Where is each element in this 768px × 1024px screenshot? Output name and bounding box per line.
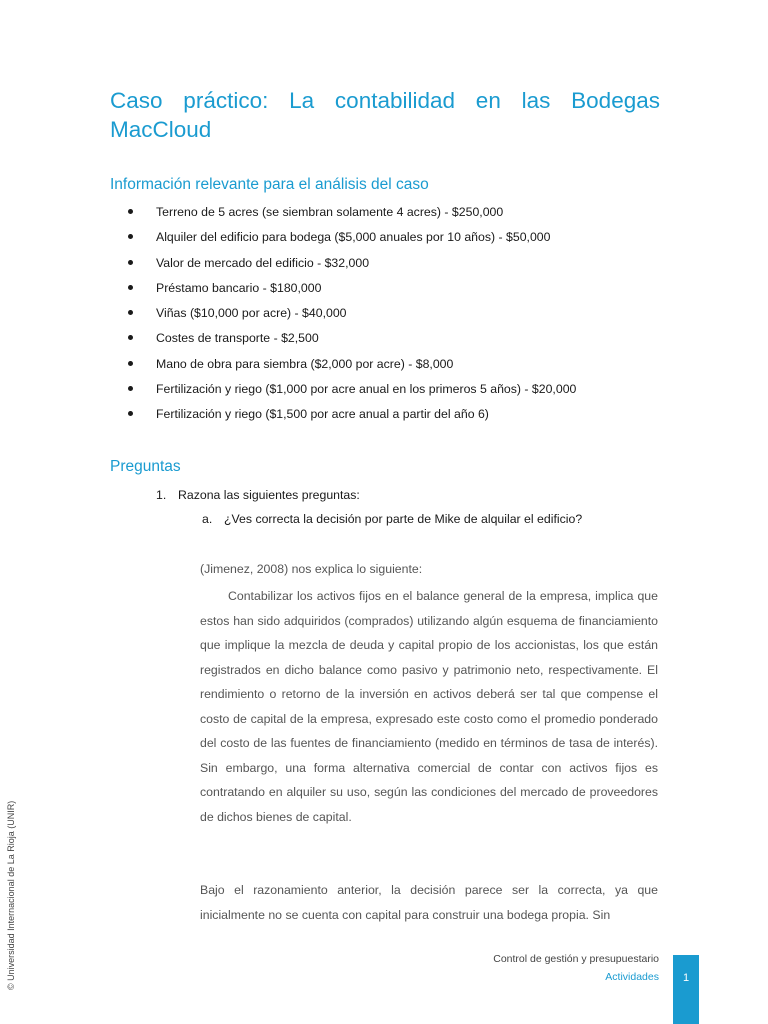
question-number: 1.: [156, 488, 167, 502]
bullet-item: Costes de transporte - $2,500: [128, 328, 576, 353]
bullet-icon: [128, 285, 133, 290]
question-letter: a.: [202, 512, 213, 526]
info-bullet-list: [128, 202, 576, 430]
document-title: Caso práctico: La contabilidad en las Bodegas MacCloud: [110, 88, 660, 142]
info-section-heading: Información relevante para el análisis del caso: [110, 176, 429, 193]
bullet-icon: [128, 411, 133, 416]
bullet-icon: [128, 386, 133, 391]
question-1a: [202, 510, 582, 528]
bullet-icon: [128, 209, 133, 214]
bullet-item: Fertilización y riego ($1,000 por acre anual en los primeros 5 años) - $20,000: [128, 379, 576, 404]
bullet-icon: [128, 310, 133, 315]
question-1: [156, 486, 360, 504]
page-number-tab: [673, 955, 699, 1024]
footer-course-name: Control de gestión y presupuestario: [493, 953, 659, 965]
bullet-item: Viñas ($10,000 por acre) - $40,000: [128, 303, 576, 328]
block-quote: Contabilizar los activos fijos en el balance general de la empresa, implica que estos han sido adquiridos (comprados) utilizando algún esquema de financiamiento que implique la mezcla de deuda y capital propio de los accionistas, los que están registrados en dicho balance como pasivo y patrimonio neto, respectivamente. El rendimiento o retorno de la inversión en activos deberá ser tal que compense el costo de capital de la empresa, expresado este costo como el promedio ponderado del costo de las fuentes de financiamiento (medido en términos de tasa de interés). Sin embargo, una forma alternativa comercial de contar con activos fijos es contratando en alquiler su uso, según las condiciones del mercado de proveedores de dichos bienes de capital.: [200, 589, 658, 824]
page-number: 1: [682, 972, 690, 984]
bullet-icon: [128, 335, 133, 340]
bullet-item: Alquiler del edificio para bodega ($5,000 anuales por 10 años) - $50,000: [128, 227, 576, 252]
bullet-item: Mano de obra para siembra ($2,000 por acre) - $8,000: [128, 354, 576, 379]
citation-text: (Jimenez, 2008) nos explica lo siguiente:: [200, 562, 423, 576]
bullet-icon: [128, 234, 133, 239]
question-text: ¿Ves correcta la decisión por parte de Mike de alquilar el edificio?: [224, 512, 583, 526]
footer-section-name: Actividades: [605, 971, 659, 983]
side-copyright: © Universidad Internacional de La Rioja (UNIR): [6, 800, 16, 990]
bullet-item: Fertilización y riego ($1,500 por acre anual a partir del año 6): [128, 404, 576, 429]
bullet-item: Préstamo bancario - $180,000: [128, 278, 576, 303]
body-paragraph: Bajo el razonamiento anterior, la decisión parece ser la correcta, ya que inicialmente no se cuenta con capital para construir una bodega propia. Sin: [200, 883, 658, 922]
questions-section-heading: Preguntas: [110, 458, 181, 475]
bullet-icon: [128, 361, 133, 366]
bullet-item: Valor de mercado del edificio - $32,000: [128, 253, 576, 278]
bullet-item: Terreno de 5 acres (se siembran solamente 4 acres) - $250,000: [128, 202, 576, 227]
bullet-icon: [128, 260, 133, 265]
question-text: Razona las siguientes preguntas:: [178, 488, 360, 502]
